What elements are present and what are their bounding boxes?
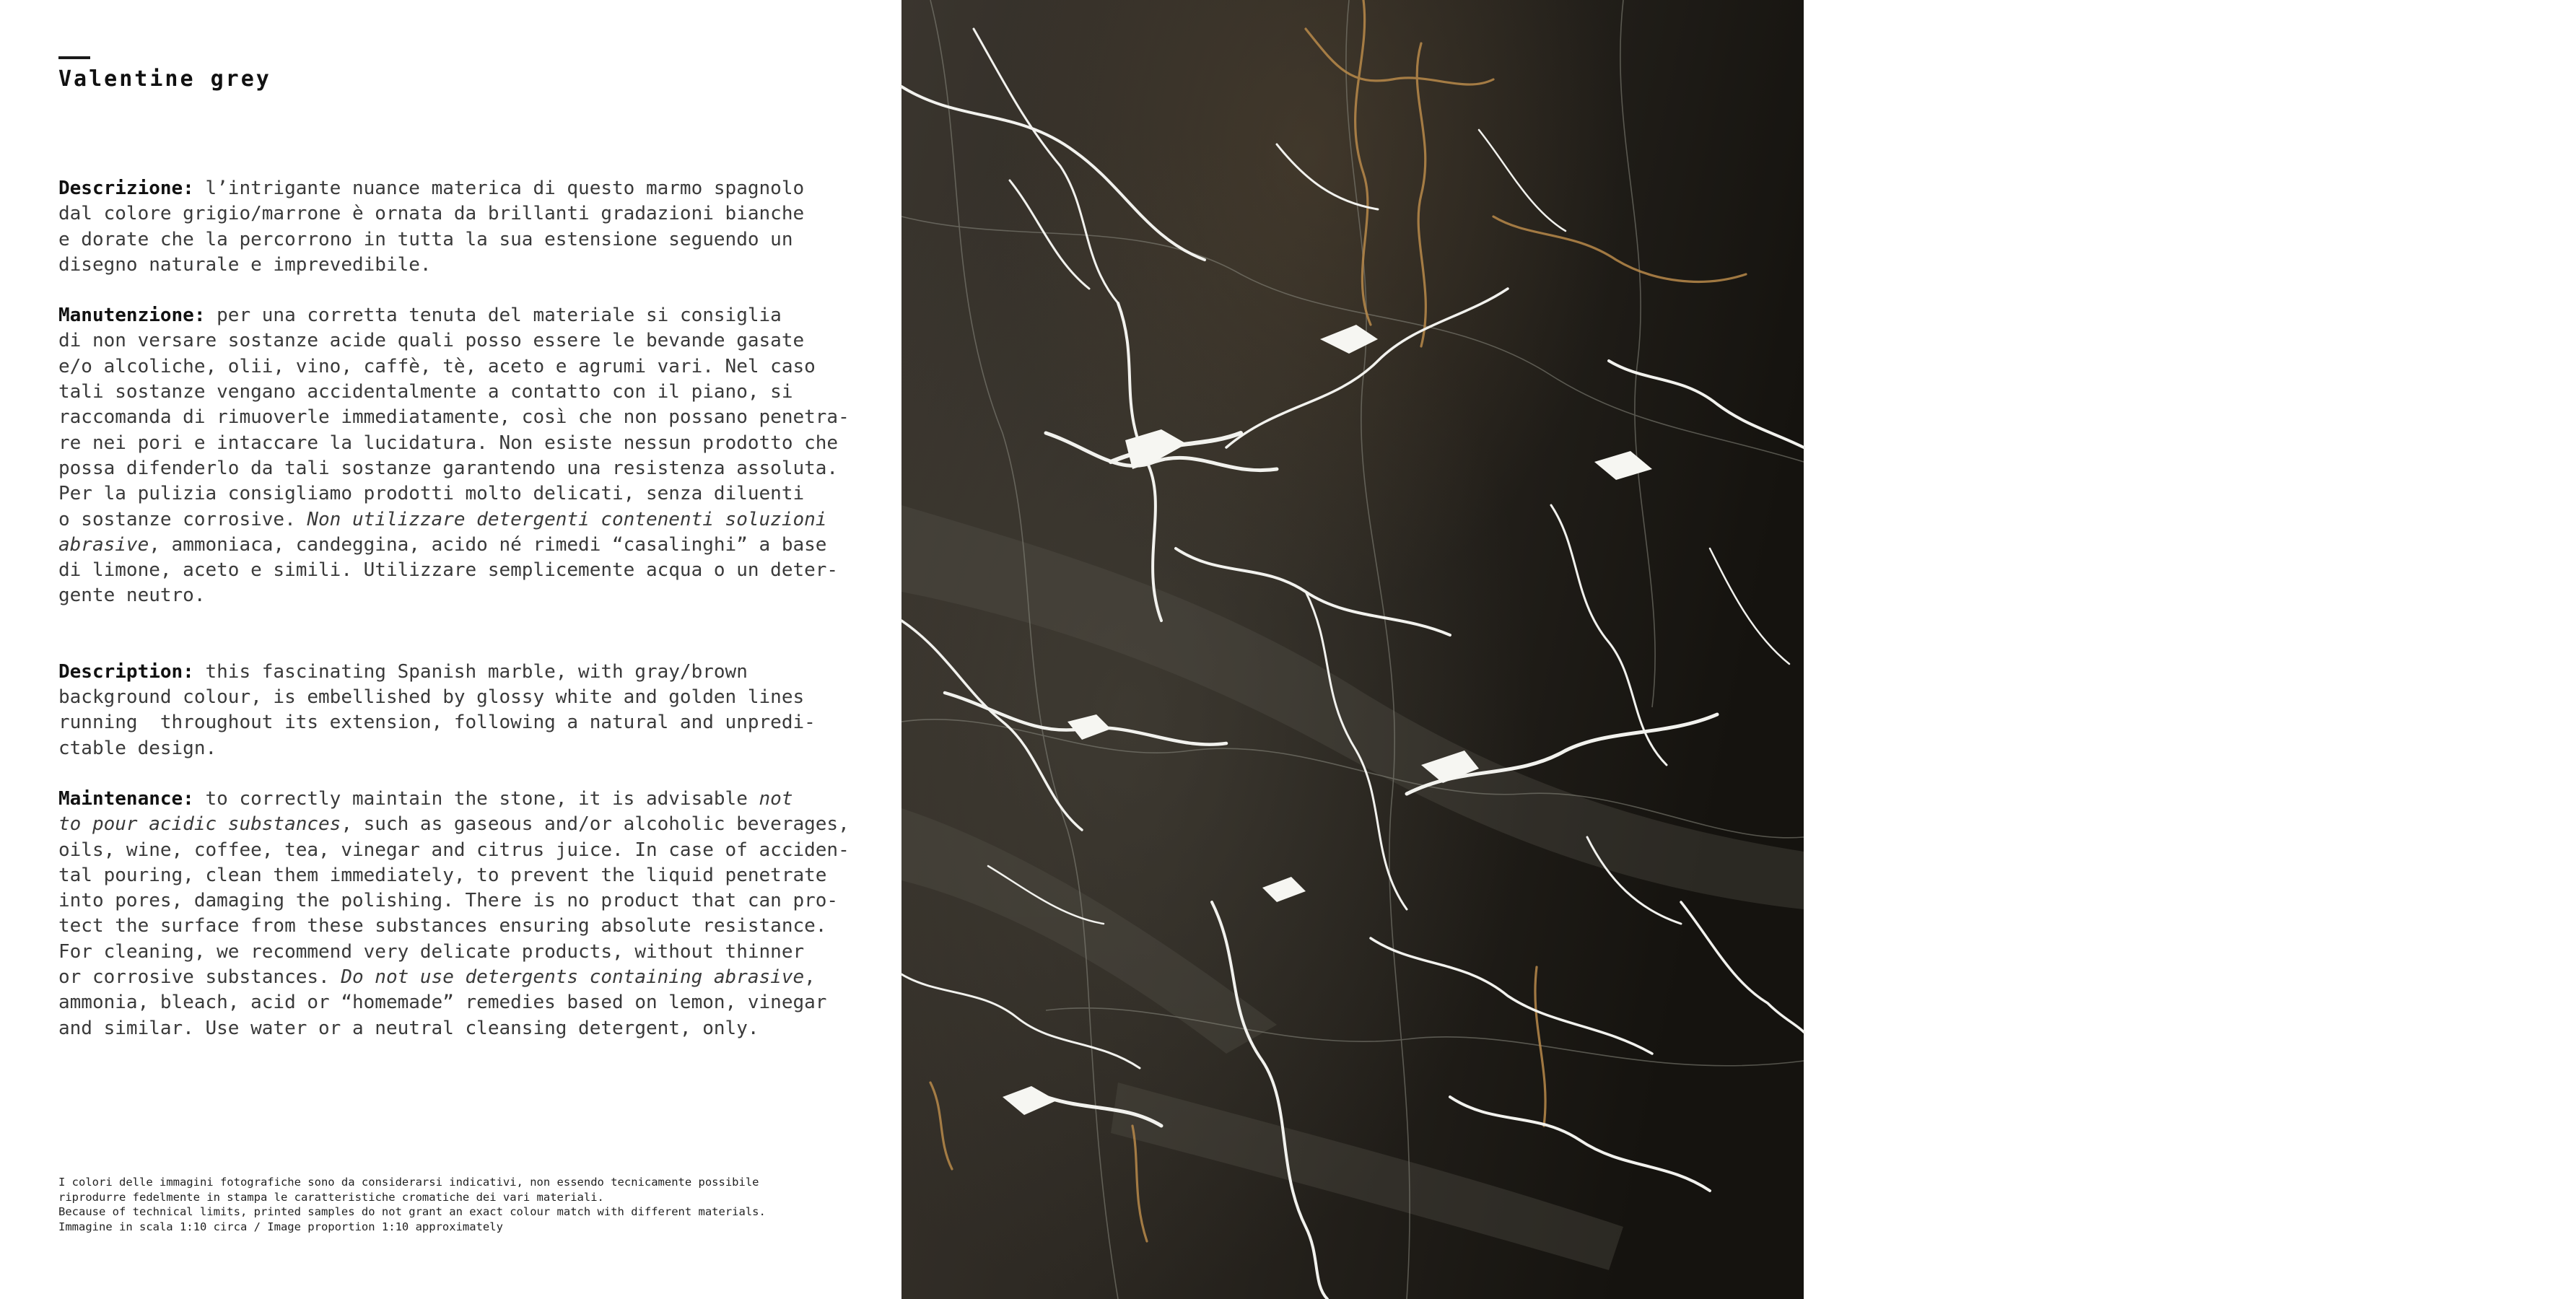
italian-maintenance-label: Manutenzione: [58,305,206,327]
english-description-label: Description: [58,660,194,683]
page-title: Valentine grey [58,66,271,92]
english-maintenance-italic-1: not to pour acidic substances [58,787,793,836]
italian-maintenance-italic: Non utilizzare detergenti contenenti soluzioni abrasive [58,508,827,556]
english-maintenance-text-1: to correctly maintain the stone, it is advisable [193,787,759,810]
footnotes [58,1175,881,1234]
title-rule [58,56,90,59]
footnote-image-scale: Immagine in scala 1:10 circa / Image proportion 1:10 approximately [58,1220,503,1233]
marble-texture [901,0,1804,1299]
text-body [58,176,867,1041]
italian-maintenance-text-1: per una corretta tenuta del materiale si consiglia di non versare sostanze acide quali posso essere le bevande gasate e/o alcoliche, olii, vino, caffè, tè, aceto e agrumi vari. Nel caso tali sostanze vengano accidentalmente a contatto con il piano, si raccomanda di rimuoverle immediatamente, così che non possano penetra- re nei pori e intaccare la lucidatura. Non esiste nessun prodotto che possa difenderlo da tali sostanze garantendo una resistenza assoluta. Per la pulizia consigliamo prodotti molto delicati, senza diluenti o sostanze corrosive. [58,305,850,530]
english-maintenance-italic-2: Do not use detergents containing abrasive [341,966,805,989]
marble-image [901,0,2576,1299]
english-maintenance-text-2: , such as gaseous and/or alcoholic beverages, oils, wine, coffee, tea, vinegar and citrus juice. In case of acciden- tal pouring, clean them immediately, to prevent the liquid penetrate into pores, damaging the polishing. There is no product that can pro- tect the surface from these substances ensuring absolute resistance. For cleaning, we recommend very delicate products, without thinner or corrosive substances. [58,813,850,989]
image-caption: Valentine grey [2421,1217,2576,1274]
italian-maintenance [58,303,867,609]
italian-maintenance-text-2: , ammoniaca, candeggina, acido né rimedi “casalinghi” a base di limone, aceto e simili. Utilizzare semplicemente acqua o un deter- gente neutro. [58,533,839,607]
english-maintenance-label: Maintenance: [58,787,194,810]
footnote-colour-disclaimer-it: I colori delle immagini fotografiche sono da considerarsi indicativi, non essendo tecnicamente possibile riprodurre fedelmente in stampa le caratteristiche cromatiche dei vari materiali. [58,1176,759,1204]
italian-description-label: Descrizione: [58,178,194,199]
english-description [58,660,867,761]
italian-description-text: l’intrigante nuance materica di questo marmo spagnolo dal colore grigio/marrone è ornata da brillanti gradazioni bianche e dorate che la percorrono in tutta la sua estensione seguendo un disegno naturale e imprevedibile. [58,178,805,276]
english-description-text: this fascinating Spanish marble, with gray/brown background colour, is embellished by glossy white and golden lines running throughout its extension, following a natural and unpredi- ctable design. [58,660,816,759]
english-maintenance-text-3: , ammonia, bleach, acid or “homemade” remedies based on lemon, vinegar and similar. Use water or a neutral cleansing detergent, only. [58,966,827,1039]
italian-description [58,176,867,278]
english-maintenance [58,787,867,1041]
text-page [0,0,901,1299]
footnote-colour-disclaimer-en: Because of technical limits, printed samples do not grant an exact colour match with different materials. [58,1205,766,1218]
